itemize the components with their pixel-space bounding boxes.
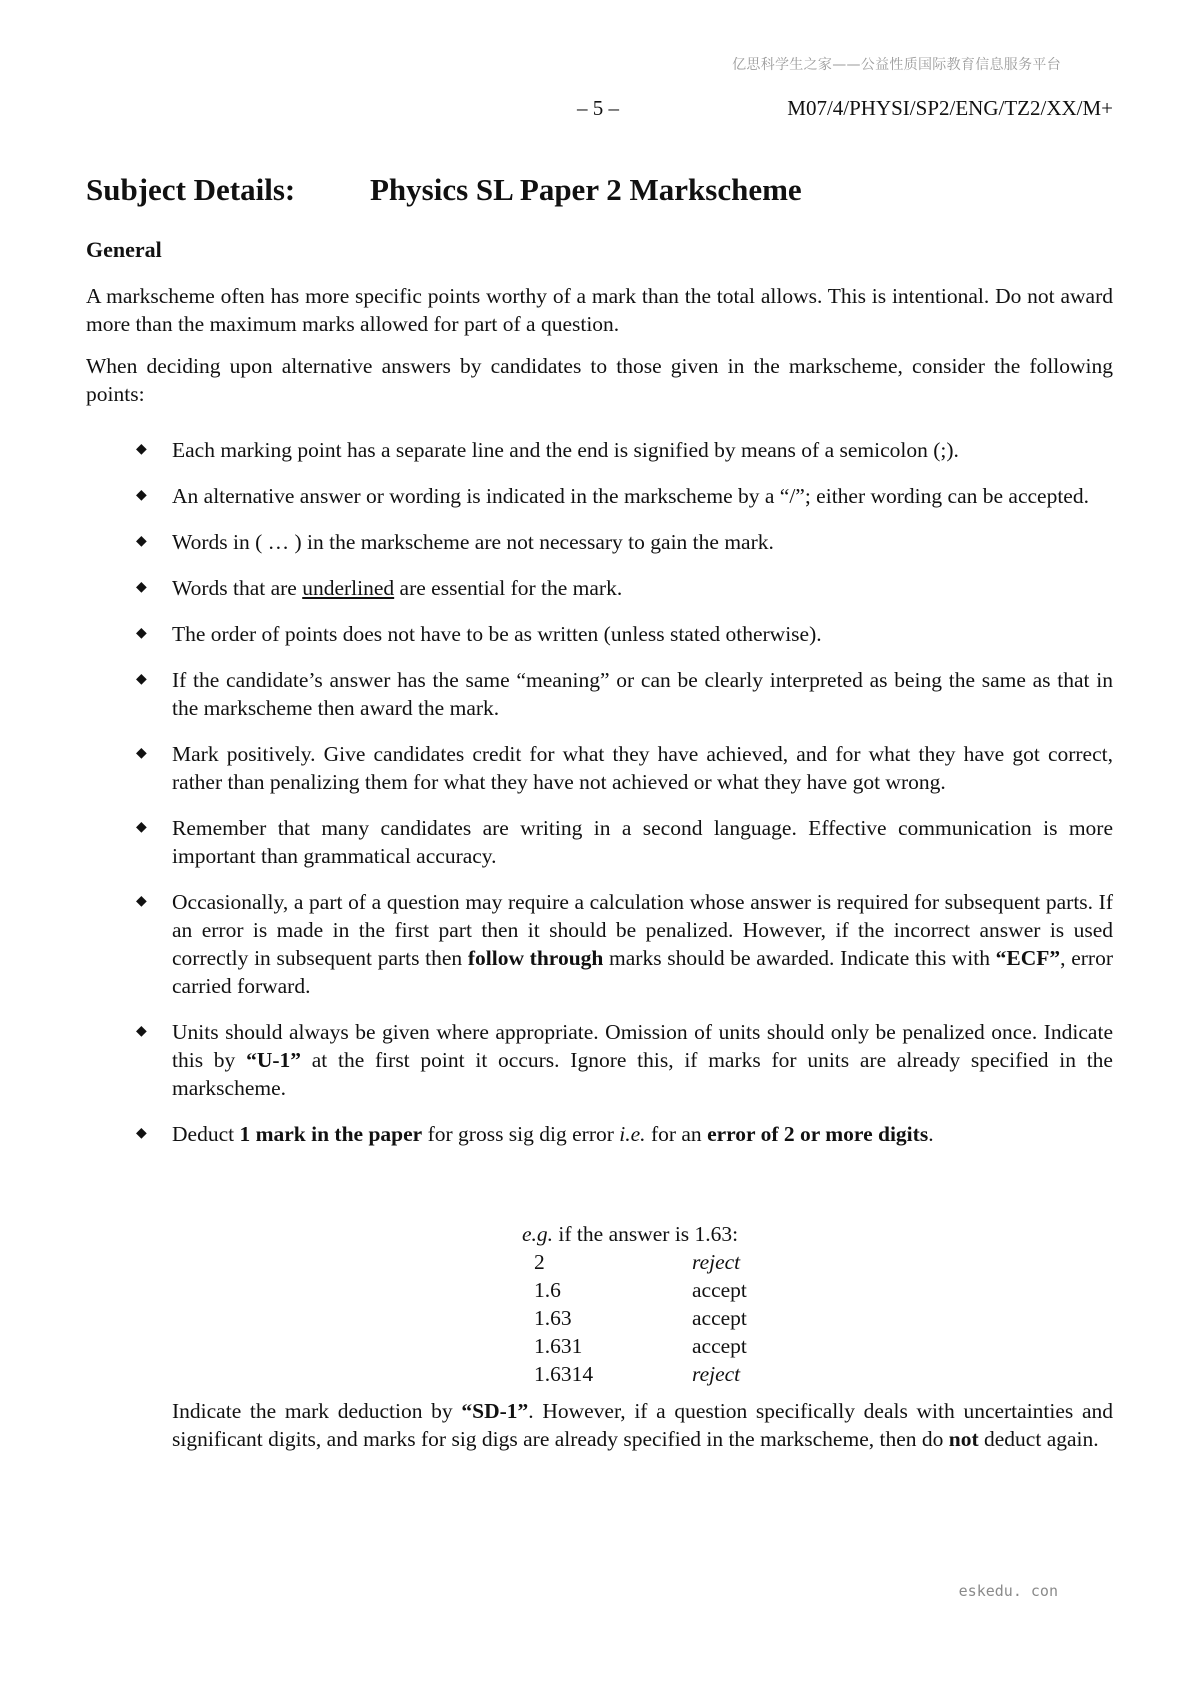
bullet-icon: ◆: [136, 534, 147, 549]
example-verdict: reject: [692, 1250, 741, 1274]
table-row: [534, 1304, 747, 1332]
point-text: , error carried forward.: [172, 946, 1113, 998]
point-text: for an: [645, 1122, 708, 1146]
table-row: [534, 1360, 747, 1388]
closing-text: Indicate the mark deduction by: [172, 1399, 462, 1423]
watermark: 亿思科学生之家——公益性质国际教育信息服务平台: [732, 57, 1061, 73]
marking-points-list: [86, 436, 1113, 1166]
bullet-icon: ◆: [136, 488, 147, 503]
bold-text: “ECF”: [995, 946, 1061, 970]
bullet-icon: ◆: [136, 626, 147, 641]
example-table: [534, 1248, 747, 1388]
list-item: [86, 666, 1113, 722]
bullet-icon: ◆: [136, 442, 147, 457]
point-text: for gross sig dig error: [422, 1122, 620, 1146]
point-text: Remember that many candidates are writing in a second language. Effective communication is more important than grammatical accuracy.: [172, 816, 1113, 868]
list-item: [86, 528, 1113, 556]
table-row: [534, 1332, 747, 1360]
closing-text: . However, if a question specifically deals with uncertainties and significant digits, and marks for sig digs are already specified in the markscheme, then do: [172, 1399, 1114, 1451]
point-text: Mark positively. Give candidates credit for what they have achieved, and for what they have got correct, rather than penalizing them for what they have not achieved or what they have got wrong.: [172, 742, 1113, 794]
list-item: [86, 814, 1113, 870]
bullet-icon: ◆: [136, 580, 147, 595]
intro-paragraph: A markscheme often has more specific points worthy of a mark than the total allows. This is intentional. Do not award more than the maximum marks allowed for part of a question.: [86, 284, 1113, 336]
bullet-icon: ◆: [136, 746, 147, 761]
bullet-icon: ◆: [136, 820, 147, 835]
paper-code: M07/4/PHYSI/SP2/ENG/TZ2/XX/M+: [787, 96, 1113, 120]
footer-watermark: eskedu. con: [958, 1582, 1058, 1600]
point-text: Units should always be given where appropriate. Omission of units should only be penalized once. Indicate this by: [172, 1020, 1113, 1072]
italic-text: i.e.: [619, 1122, 646, 1146]
underlined-text: underlined: [302, 576, 395, 600]
list-item: [86, 740, 1113, 796]
example-verdict: accept: [692, 1334, 747, 1358]
point-text: .: [928, 1122, 934, 1146]
point-text: The order of points does not have to be as written (unless stated otherwise).: [172, 622, 822, 646]
example-value: 1.6: [534, 1278, 561, 1302]
point-text: Words in ( … ) in the markscheme are not necessary to gain the mark.: [172, 530, 774, 554]
example-lead-text: if the answer is 1.63:: [553, 1222, 739, 1246]
list-item: [86, 574, 1113, 602]
point-text: Words that are: [172, 576, 303, 600]
table-row: [534, 1276, 747, 1304]
point-text: marks should be awarded. Indicate this with: [603, 946, 996, 970]
bold-text: follow through: [467, 946, 604, 970]
point-text: An alternative answer or wording is indicated in the markscheme by a “/”; either wording can be accepted.: [172, 484, 1089, 508]
section-heading: General: [86, 237, 162, 262]
point-text: Each marking point has a separate line and the end is signified by means of a semicolon (;).: [172, 438, 959, 462]
example-lead: [522, 1220, 747, 1248]
closing-text: deduct again.: [978, 1427, 1099, 1451]
page-title: [86, 172, 802, 208]
list-item: [86, 1120, 1113, 1148]
italic-text: e.g.: [522, 1222, 554, 1246]
point-text: If the candidate’s answer has the same “meaning” or can be clearly interpreted as being the same as that in the markscheme then award the mark.: [172, 668, 1113, 720]
list-item: [86, 436, 1113, 464]
bold-text: “U-1”: [246, 1048, 301, 1072]
closing-paragraph: [172, 1397, 1113, 1453]
example-verdict: reject: [692, 1362, 741, 1386]
point-text: Occasionally, a part of a question may require a calculation whose answer is required for subsequent parts. If an error is made in the first part then it should be penalized. However, if the incorrect answer is used correctly in subsequent parts then: [172, 890, 1113, 970]
point-text: Deduct: [172, 1122, 240, 1146]
list-item: [86, 1018, 1113, 1102]
page-number: – 5 –: [577, 96, 619, 120]
example-value: 2: [534, 1250, 545, 1274]
bullet-icon: ◆: [136, 1126, 147, 1141]
intro-paragraph: When deciding upon alternative answers by candidates to those given in the markscheme, consider the following points:: [86, 354, 1113, 406]
bold-text: “SD-1”: [461, 1399, 529, 1423]
example-value: 1.631: [534, 1334, 583, 1358]
title-label: Subject Details:: [86, 172, 296, 207]
list-item: [86, 620, 1113, 648]
sig-dig-example: [522, 1220, 747, 1388]
example-value: 1.6314: [534, 1362, 594, 1386]
list-item: [86, 888, 1113, 1000]
point-text: are essential for the mark.: [394, 576, 623, 600]
bullet-icon: ◆: [136, 672, 147, 687]
bold-text: error of 2 or more digits: [707, 1122, 929, 1146]
bold-text: 1 mark in the paper: [239, 1122, 423, 1146]
bold-text: not: [948, 1427, 979, 1451]
bullet-icon: ◆: [136, 894, 147, 909]
point-text: at the first point it occurs. Ignore this, if marks for units are already specified in the markscheme.: [172, 1048, 1113, 1100]
example-verdict: accept: [692, 1278, 747, 1302]
table-row: [534, 1248, 747, 1276]
example-verdict: accept: [692, 1306, 747, 1330]
title-value: Physics SL Paper 2 Markscheme: [370, 172, 802, 207]
list-item: [86, 482, 1113, 510]
example-value: 1.63: [534, 1306, 572, 1330]
bullet-icon: ◆: [136, 1024, 147, 1039]
